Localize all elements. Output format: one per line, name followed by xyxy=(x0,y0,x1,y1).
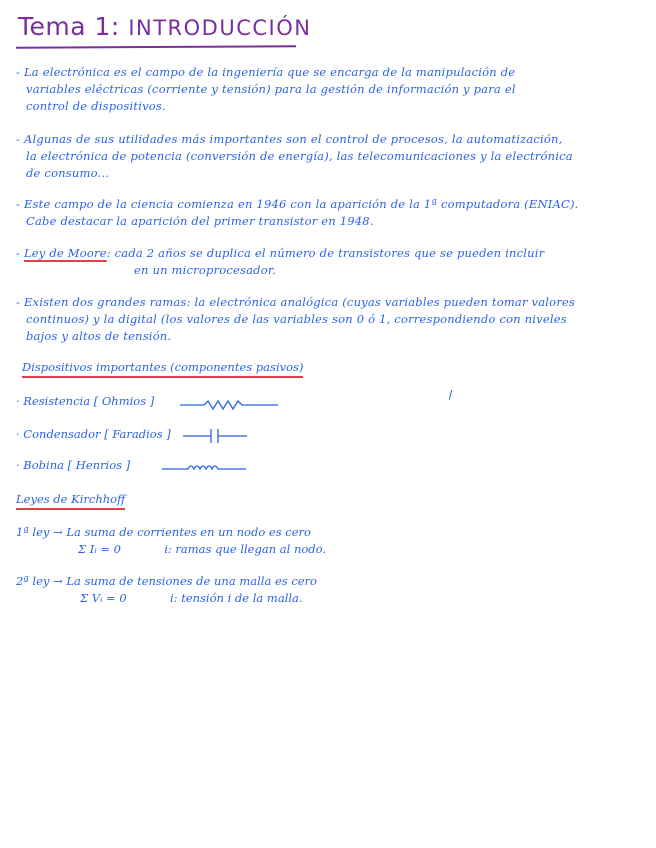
component-capacitor-label: · Condensador [ Faradios ] xyxy=(16,427,171,441)
kirchhoff-second-equation-row xyxy=(80,590,303,607)
paragraph-line: en un microprocesador. xyxy=(134,263,277,277)
component-resistor-label: · Resistencia [ Ohmios ] xyxy=(16,394,155,408)
title-main: INTRODUCCIÓN xyxy=(128,16,312,40)
law-note: i: ramas que llegan al nodo. xyxy=(164,542,327,556)
law-equation: Σ Iᵢ = 0 xyxy=(78,542,121,556)
paragraph-line: : cada 2 años se duplica el número de transistores que se pueden incluir xyxy=(106,246,545,260)
component-inductor-label: · Bobina [ Henrios ] xyxy=(16,458,131,472)
paragraph-line: Cabe destacar la aparición del primer transistor en 1948. xyxy=(26,214,374,228)
paragraph-utilities xyxy=(16,131,646,182)
kirchhoff-first-law xyxy=(16,524,311,541)
paragraph-line: bajos y altos de tensión. xyxy=(26,329,172,343)
moore-law-label: Ley de Moore xyxy=(23,246,107,260)
law-equation: Σ Vᵢ = 0 xyxy=(80,591,127,605)
paragraph-line: control de dispositivos. xyxy=(26,99,166,113)
paragraph-moore-law: - Ley de Moore: cada 2 años se duplica el número de transistores que se pueden incluir en un microprocesador. xyxy=(16,245,646,279)
paragraph-branches xyxy=(16,294,646,345)
passive-components-heading: Dispositivos importantes (componentes pasivos) xyxy=(22,360,303,378)
kirchhoff-second-law xyxy=(16,573,317,590)
paragraph-line: la electrónica de potencia (conversión de energía), las telecomunicaciones y la electrónica xyxy=(26,149,573,163)
law-statement: La suma de tensiones de una malla es cero xyxy=(66,574,317,588)
law-label: 1ª ley → xyxy=(16,525,63,539)
paragraph-line: - Este campo de la ciencia comienza en 1946 con la aparición de la 1ª computadora (ENIAC). xyxy=(16,197,579,211)
paragraph-history xyxy=(16,196,646,230)
title-prefix: Tema 1: xyxy=(18,12,120,41)
resistor-icon xyxy=(180,398,280,412)
paragraph-line: variables eléctricas (corriente y tensión) para la gestión de información y para el xyxy=(26,82,516,96)
paragraph-line: de consumo... xyxy=(26,166,110,180)
kirchhoff-first-equation-row xyxy=(78,541,326,558)
law-note: i: tensión i de la malla. xyxy=(169,591,303,605)
capacitor-icon xyxy=(183,428,249,444)
law-label: 2ª ley → xyxy=(16,574,63,588)
paragraph-electronics-definition xyxy=(16,64,646,115)
law-statement: La suma de corrientes en un nodo es cero xyxy=(66,525,311,539)
paragraph-line: - Existen dos grandes ramas: la electrónica analógica (cuyas variables pueden tomar valores xyxy=(16,295,576,309)
paragraph-line: - Algunas de sus utilidades más importantes son el control de procesos, la automatización, xyxy=(16,132,563,146)
paragraph-line: continuos) y la digital (los valores de las variables son 0 ó 1, correspondiendo con niveles xyxy=(26,312,567,326)
paragraph-line: - La electrónica es el campo de la ingeniería que se encarga de la manipulación de xyxy=(16,65,516,79)
inductor-icon xyxy=(162,461,248,475)
kirchhoff-heading: Leyes de Kirchhoff xyxy=(16,492,125,510)
page-title xyxy=(18,12,311,41)
pen-stroke-mark xyxy=(449,390,454,400)
title-underline xyxy=(16,45,296,48)
